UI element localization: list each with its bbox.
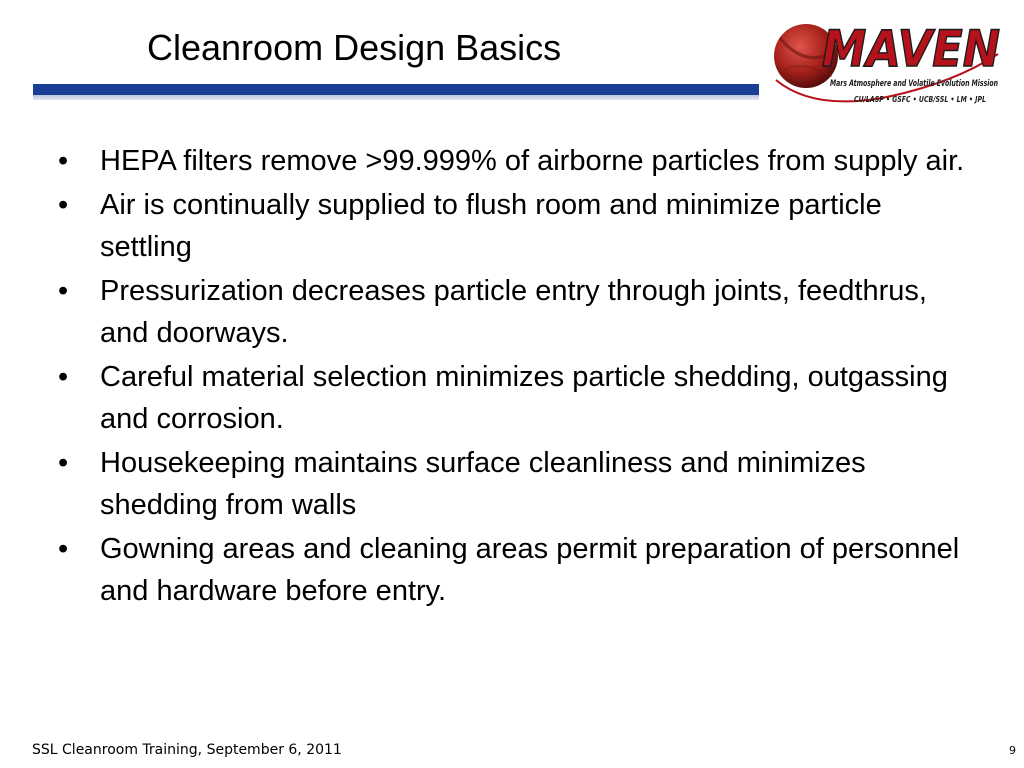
bullet-text: Pressurization decreases particle entry through joints, feedthrus, and doorways. — [100, 275, 927, 349]
bullet-text: Housekeeping maintains surface cleanliness and minimizes shedding from walls — [100, 447, 866, 521]
title-bar-shadow — [33, 95, 759, 100]
logo-partners: CU/LASP • GSFC • UCB/SSL • LM • JPL — [854, 95, 986, 104]
logo-subtitle: Mars Atmosphere and Volatile Evolution Mission — [830, 79, 998, 89]
maven-logo — [772, 10, 1006, 112]
bullet-marker: • — [58, 447, 69, 479]
title-underline-bar — [33, 84, 759, 100]
bullet-list — [58, 140, 978, 614]
bullet-item — [58, 356, 978, 440]
logo-wordmark: MAVEN — [822, 20, 1000, 78]
bullet-item — [58, 184, 978, 268]
bullet-marker: • — [58, 189, 69, 221]
bullet-item — [58, 270, 978, 354]
maven-logo-graphic — [772, 10, 1006, 112]
bullet-item — [58, 442, 978, 526]
slide-title: Cleanroom Design Basics — [147, 27, 562, 68]
bullet-text: Gowning areas and cleaning areas permit preparation of personnel and hardware before entry. — [100, 533, 960, 607]
page-number: 9 — [1009, 744, 1016, 757]
bullet-item — [58, 140, 978, 182]
bullet-text: Air is continually supplied to flush room and minimize particle settling — [100, 189, 882, 263]
bullet-marker: • — [58, 533, 69, 565]
bullet-item — [58, 528, 978, 612]
bullet-text: HEPA filters remove >99.999% of airborne particles from supply air. — [100, 145, 965, 177]
bullet-marker: • — [58, 275, 69, 307]
bullet-marker: • — [58, 361, 69, 393]
bullet-text: Careful material selection minimizes particle shedding, outgassing and corrosion. — [100, 361, 948, 435]
bullet-marker: • — [58, 145, 69, 177]
footer-caption: SSL Cleanroom Training, September 6, 2011 — [32, 742, 342, 758]
